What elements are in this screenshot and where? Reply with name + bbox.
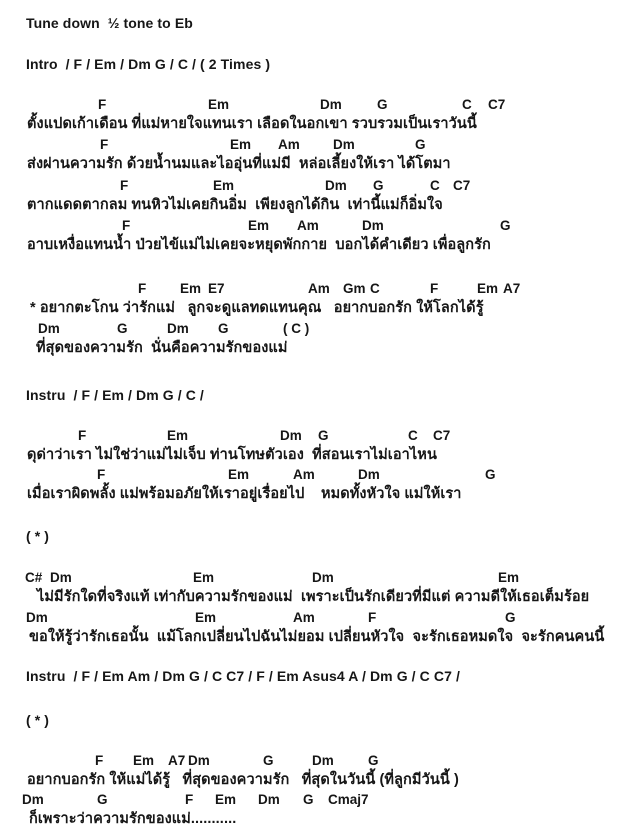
- chord-label: Dm: [50, 570, 72, 585]
- chord-label: G: [318, 428, 329, 443]
- chord-label: Dm: [358, 467, 380, 482]
- chord-row: [0, 428, 620, 444]
- chord-row: [0, 753, 620, 769]
- chord-label: Am: [293, 610, 315, 625]
- chord-label: Em: [195, 610, 217, 625]
- repeat-chorus-mark-1: ( * ): [26, 528, 50, 544]
- chord-label: C: [462, 97, 472, 112]
- verse2-lyric-2: เมื่อเราผิดพลั้ง แม่พร้อมอภัยให้เราอยู่เรื่อยไป หมดทั้งหัวใจ แม่ให้เรา: [27, 486, 462, 502]
- instru-line-1: Instru / F / Em / Dm G / C /: [26, 387, 204, 403]
- chord-label: F: [98, 97, 107, 112]
- chord-row: [0, 792, 620, 808]
- chorus-lyric-1: * อยากตะโกน ว่ารักแม่ ลูกจะดูแลทดแทนคุณ อยากบอกรัก ให้โลกได้รู้: [30, 300, 484, 316]
- chord-label: A7: [503, 281, 521, 296]
- chord-label: Dm: [333, 137, 355, 152]
- chord-label: Em: [248, 218, 270, 233]
- chord-label: G: [218, 321, 229, 336]
- chord-label: F: [78, 428, 87, 443]
- chord-label: Dm: [325, 178, 347, 193]
- chord-label: Em: [208, 97, 230, 112]
- instru-line-2: Instru / F / Em Am / Dm G / C C7 / F / Em Asus4 A / Dm G / C C7 /: [26, 668, 460, 684]
- chord-row: [0, 610, 620, 626]
- chord-row: [0, 570, 620, 586]
- chord-label: Dm: [26, 610, 48, 625]
- chord-label: F: [97, 467, 106, 482]
- chord-label: E7: [208, 281, 225, 296]
- chord-label: C: [430, 178, 440, 193]
- chord-label: G: [500, 218, 511, 233]
- chord-label: G: [505, 610, 516, 625]
- chord-label: G: [263, 753, 274, 768]
- chord-label: Em: [498, 570, 520, 585]
- chord-label: ( C ): [283, 321, 310, 336]
- chord-label: Dm: [258, 792, 280, 807]
- chord-row: [0, 178, 620, 194]
- chord-label: Dm: [188, 753, 210, 768]
- chord-label: G: [303, 792, 314, 807]
- outro-lyric-1: อยากบอกรัก ให้แม่ได้รู้ ที่สุดของความรัก ที่สุดในวันนี้ (ที่ลูกมีวันนี้ ): [27, 772, 459, 788]
- chord-label: Em: [133, 753, 155, 768]
- chord-label: G: [117, 321, 128, 336]
- outro-lyric-2: ก็เพราะว่าความรักของแม่...........: [29, 811, 237, 827]
- bridge-lyric-1: ไม่มีรักใดที่จริงแท้ เท่ากับความรักของแม่ เพราะเป็นรักเดียวที่มีแต่ ความดีให้เธอเต็มร้อย: [37, 589, 590, 605]
- verse1-lyric-2: ส่งผ่านความรัก ด้วยน้ำนมและไออุ่นที่แม่มี หล่อเลี้ยงให้เรา ได้โตมา: [27, 156, 451, 172]
- chord-label: G: [368, 753, 379, 768]
- chord-label: Gm: [343, 281, 366, 296]
- chord-label: Am: [308, 281, 330, 296]
- chord-label: C: [370, 281, 380, 296]
- chord-row: [0, 281, 620, 297]
- chord-label: Em: [193, 570, 215, 585]
- chord-label: Dm: [320, 97, 342, 112]
- chord-row: [0, 218, 620, 234]
- chord-row: [0, 467, 620, 483]
- chord-label: Dm: [167, 321, 189, 336]
- chord-label: Em: [167, 428, 189, 443]
- chord-label: A7: [168, 753, 186, 768]
- chord-label: Dm: [38, 321, 60, 336]
- chord-label: G: [373, 178, 384, 193]
- chord-label: Dm: [312, 570, 334, 585]
- repeat-chorus-mark-2: ( * ): [26, 712, 50, 728]
- chord-row: [0, 321, 620, 337]
- chord-label: Dm: [362, 218, 384, 233]
- chord-label: Am: [293, 467, 315, 482]
- verse1-lyric-3: ตากแดดตากลม ทนหิวไม่เคยกินอิ่ม เพียงลูกได้กิน เท่านี้แม่ก็อิ่มใจ: [27, 197, 443, 213]
- verse1-lyric-1: ตั้งแปดเก้าเดือน ที่แม่หายใจแทนเรา เลือดในอกเขา รวบรวมเป็นเราวันนี้: [27, 116, 477, 132]
- chord-label: C7: [453, 178, 471, 193]
- chorus-lyric-2: ที่สุดของความรัก นั่นคือความรักของแม่: [36, 340, 288, 356]
- chord-label: Em: [215, 792, 237, 807]
- chord-label: G: [415, 137, 426, 152]
- chord-label: Dm: [280, 428, 302, 443]
- chord-row: [0, 137, 620, 153]
- chord-label: Em: [230, 137, 252, 152]
- chord-label: C7: [488, 97, 506, 112]
- chord-label: Am: [297, 218, 319, 233]
- chord-label: F: [120, 178, 129, 193]
- verse2-lyric-1: ดุด่าว่าเรา ไม่ใช่ว่าแม่ไม่เจ็บ ท่านโทษตัวเอง ที่สอนเราไม่เอาไหน: [27, 447, 437, 463]
- verse1-lyric-4: อาบเหงื่อแทนน้ำ ป่วยไข้แม่ไม่เคยจะหยุดพักกาย บอกได้คำเดียว เพื่อลูกรัก: [27, 237, 491, 253]
- intro-line: Intro / F / Em / Dm G / C / ( 2 Times ): [26, 56, 271, 72]
- chord-label: F: [122, 218, 131, 233]
- chord-label: Em: [228, 467, 250, 482]
- chord-label: C7: [433, 428, 451, 443]
- chord-label: G: [377, 97, 388, 112]
- chord-row: [0, 97, 620, 113]
- bridge-lyric-2: ขอให้รู้ว่ารักเธอนั้น แม้โลกเปลี่ยนไปฉันไม่ยอม เปลี่ยนหัวใจ จะรักเธอหมดใจ จะรักคนคนนี้: [29, 629, 605, 645]
- chord-label: G: [97, 792, 108, 807]
- chord-label: C#: [25, 570, 43, 585]
- chord-label: Cmaj7: [328, 792, 369, 807]
- chord-label: F: [138, 281, 147, 296]
- chord-label: Dm: [312, 753, 334, 768]
- chord-label: Em: [477, 281, 499, 296]
- chord-label: Am: [278, 137, 300, 152]
- chord-label: Em: [180, 281, 202, 296]
- chord-label: Em: [213, 178, 235, 193]
- chord-label: F: [185, 792, 194, 807]
- chord-label: G: [485, 467, 496, 482]
- chord-label: Dm: [22, 792, 44, 807]
- chord-label: F: [368, 610, 377, 625]
- chord-label: F: [430, 281, 439, 296]
- tuning-note: Tune down ½ tone to Eb: [26, 15, 193, 31]
- chord-label: F: [100, 137, 109, 152]
- chord-label: C: [408, 428, 418, 443]
- chord-label: F: [95, 753, 104, 768]
